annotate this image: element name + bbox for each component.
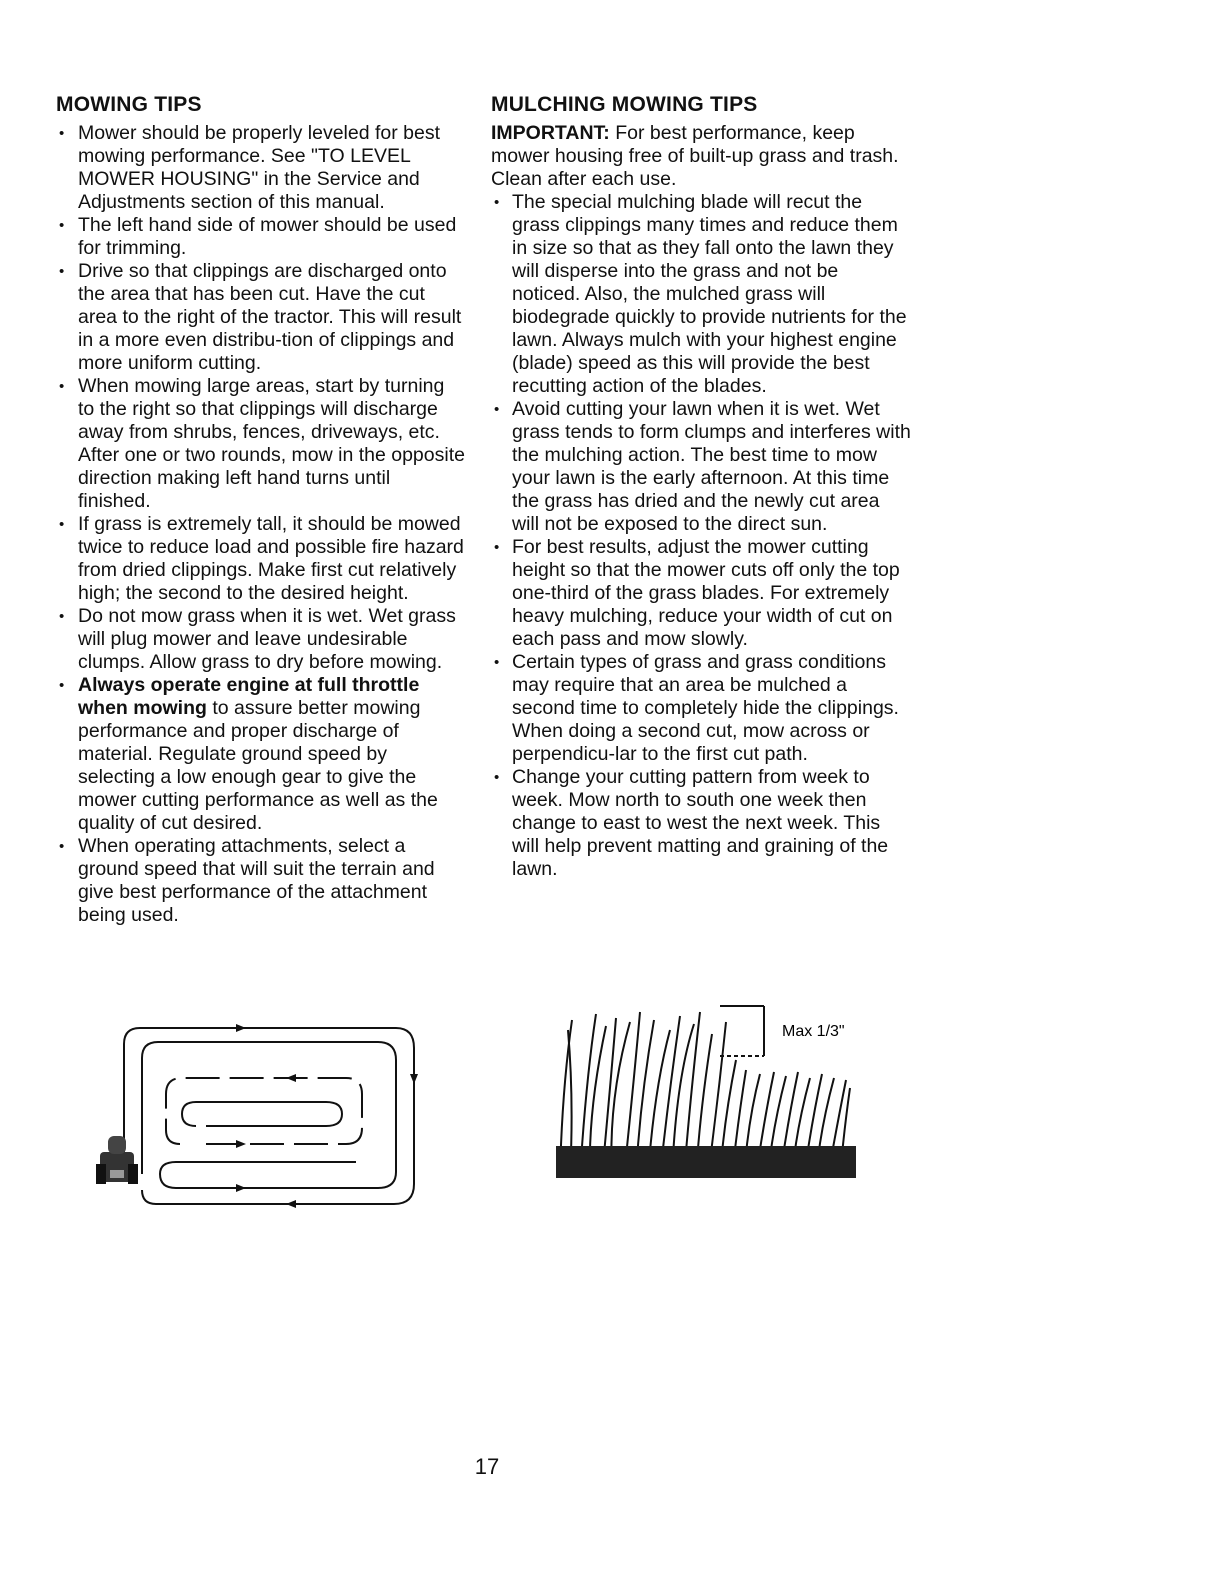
list-item: • For best results, adjust the mower cutting height so that the mower cuts off only the top one-third of the grass blades. For extremely heavy mulching, reduce your width of cut on each pass and mow slowly. bbox=[491, 536, 911, 651]
max-height-label: Max 1/3" bbox=[782, 1023, 845, 1040]
list-item: • The special mulching blade will recut the grass clippings many times and reduce them in size so that as they fall onto the lawn they will disperse into the grass and not be noticed. Also, the mulched grass will biodegrade quickly to provide nutrients for the lawn. Always mulch with your highest engine (blade) speed as this will provide the best recutting action of the blades. bbox=[491, 191, 911, 398]
page-number: 17 bbox=[474, 1454, 500, 1479]
mowing-path-inner bbox=[182, 1102, 342, 1126]
arrow-icon bbox=[410, 1074, 418, 1084]
arrow-icon bbox=[236, 1140, 246, 1148]
mulching-tips-heading: MULCHING MOWING TIPS bbox=[491, 93, 758, 116]
arrow-icon bbox=[236, 1184, 246, 1192]
list-item: • Drive so that clippings are discharged onto the area that has been cut. Have the cut area to the right of the tractor. This will result in a more even distribu-tion of clippings and more uniform cutting. bbox=[56, 260, 466, 375]
mowing-tips-list bbox=[56, 122, 466, 927]
mowing-path-outer bbox=[124, 1028, 414, 1204]
list-item bbox=[56, 674, 466, 835]
list-item: • Certain types of grass and grass conditions may require that an area be mulched a second time to completely hide the clippings. When doing a second cut, mow across or perpendicu-lar to the first cut path. bbox=[491, 651, 911, 766]
list-item: • When operating attachments, select a ground speed that will suit the terrain and give best performance of the attachment being used. bbox=[56, 835, 466, 927]
arrow-icon bbox=[286, 1074, 296, 1082]
mowing-tips-heading: MOWING TIPS bbox=[56, 93, 202, 116]
important-text: For best performance, keep mower housing free of built-up grass and trash. Clean after each use. bbox=[491, 122, 899, 190]
full-throttle-warning: Always operate engine at full throttle when mowing bbox=[78, 674, 420, 719]
list-item: • Change your cutting pattern from week to week. Mow north to south one week then change to east to west the next week. This will help prevent matting and graining of the lawn. bbox=[491, 766, 911, 881]
cut-height-marker bbox=[720, 1006, 764, 1056]
important-note bbox=[491, 122, 911, 191]
list-item: • The left hand side of mower should be used for trimming. bbox=[56, 214, 466, 260]
list-item: • If grass is extremely tall, it should be mowed twice to reduce load and possible fire hazard from dried clippings. Make first cut relatively high; the second to the desired height. bbox=[56, 513, 466, 605]
mowing-path-second bbox=[142, 1042, 396, 1188]
mowing-pattern-diagram bbox=[96, 1024, 424, 1212]
mowing-path-third bbox=[166, 1078, 362, 1144]
grass-height-figure bbox=[550, 1000, 880, 1180]
list-item: • Do not mow grass when it is wet. Wet grass will plug mower and leave undesirable clumps. Allow grass to dry before mowing. bbox=[56, 605, 466, 674]
tractor-icon bbox=[96, 1136, 138, 1184]
grass-base bbox=[556, 1146, 856, 1178]
list-item-text: to assure better mowing performance and proper discharge of material. Regulate ground speed by selecting a low enough gear to give the mower cutting performance as well as the quality of cut desired. bbox=[78, 697, 438, 834]
list-item: • Mower should be properly leveled for best mowing performance. See "TO LEVEL MOWER HOUSING" in the Service and Adjustments section of this manual. bbox=[56, 122, 466, 214]
important-label: IMPORTANT: bbox=[491, 122, 610, 144]
mulching-tips-column bbox=[491, 92, 911, 881]
mulching-tips-list bbox=[491, 191, 911, 881]
mowing-tips-column bbox=[56, 92, 466, 927]
arrow-icon bbox=[286, 1200, 296, 1208]
arrow-icon bbox=[236, 1024, 246, 1032]
list-item: • When mowing large areas, start by turning to the right so that clippings will discharge away from shrubs, fences, driveways, etc. After one or two rounds, mow in the opposite direction making left hand turns until finished. bbox=[56, 375, 466, 513]
list-item: • Avoid cutting your lawn when it is wet. Wet grass tends to form clumps and interferes with the mulching action. The best time to mow your lawn is the early afternoon. At this time the grass has dried and the newly cut area will not be exposed to the direct sun. bbox=[491, 398, 911, 536]
